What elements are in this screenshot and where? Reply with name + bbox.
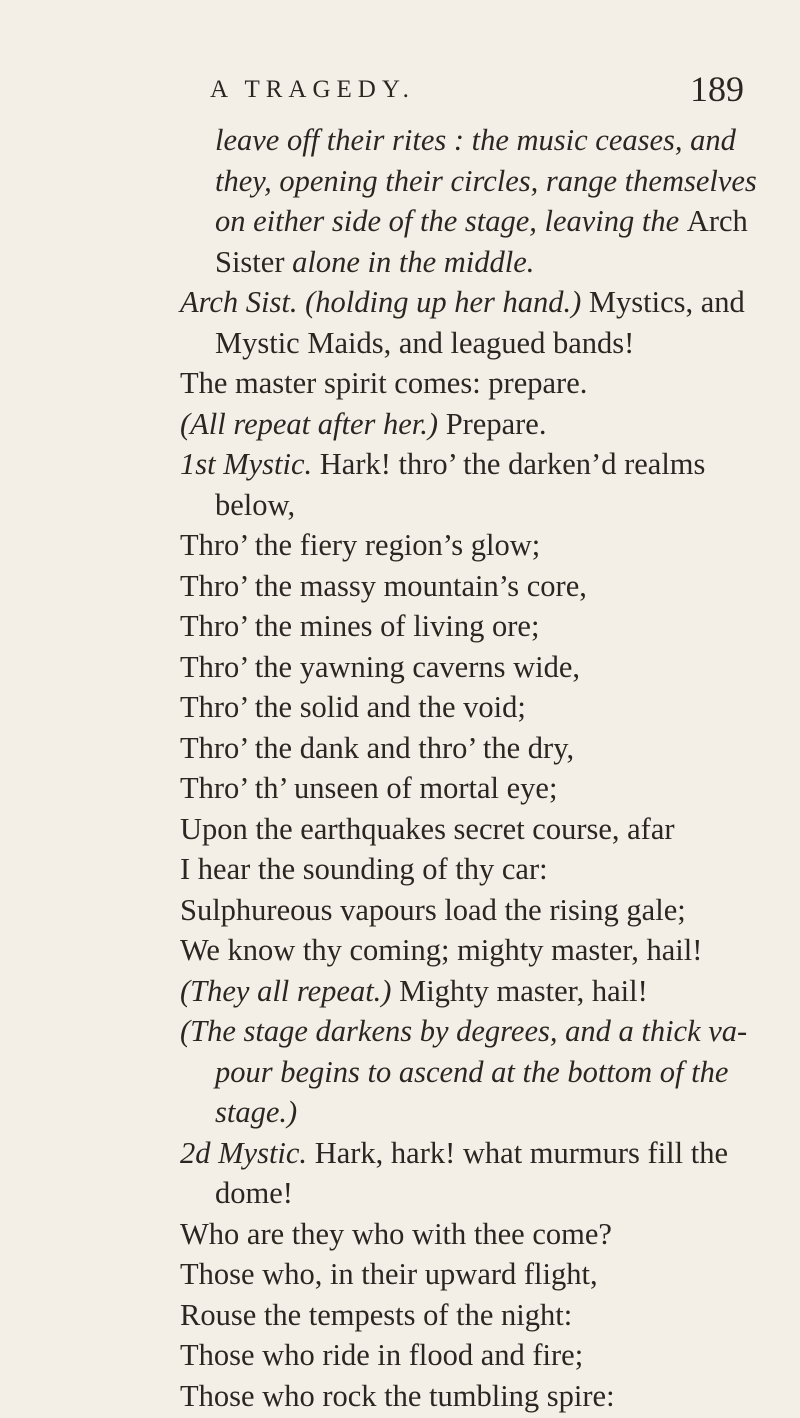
text-line — [215, 485, 295, 525]
roman-text: Mystics, and — [588, 285, 745, 319]
page-header — [0, 68, 800, 118]
text-line — [215, 1092, 297, 1132]
text-line — [215, 242, 534, 282]
roman-text: Prepare. — [445, 406, 547, 441]
roman-text: Thro’ the yawning caverns wide, — [180, 649, 581, 684]
text-line — [180, 849, 548, 889]
italic-text: 1st Mystic. — [180, 447, 320, 481]
text-line — [180, 1335, 583, 1375]
italic-text: (The stage darkens by degrees, and a thick va- — [180, 1014, 748, 1048]
text-line — [215, 120, 736, 160]
roman-text: Arch — [686, 204, 748, 238]
text-line — [180, 687, 526, 727]
text-line — [180, 282, 745, 322]
text-line — [180, 1376, 615, 1416]
roman-text: Rouse the tempests of the night: — [180, 1297, 573, 1332]
roman-text: Sister — [215, 244, 293, 279]
text-line — [215, 323, 634, 363]
text-line — [180, 647, 580, 687]
roman-text: below, — [215, 487, 296, 522]
italic-text: leave off their rites : the music ceases, and — [215, 123, 736, 157]
italic-text: alone in the middle. — [292, 244, 535, 279]
roman-text: The master spirit comes: prepare. — [180, 366, 588, 400]
roman-text: Those who, in their upward flight, — [180, 1257, 598, 1291]
roman-text: Who are they who with thee come? — [180, 1216, 612, 1251]
roman-text: Mighty master, hail! — [399, 973, 648, 1008]
italic-text: they, opening their circles, range themselves — [215, 163, 757, 198]
text-line — [215, 1052, 728, 1092]
roman-text: Those who rock the tumbling spire: — [180, 1378, 615, 1413]
text-line — [215, 161, 757, 201]
text-line — [180, 1133, 728, 1173]
roman-text: Sulphureous vapours load the rising gale; — [180, 892, 686, 927]
roman-text: Hark! thro’ the darken’d realms — [319, 447, 706, 481]
text-line — [180, 606, 539, 646]
text-line — [180, 1214, 612, 1254]
italic-text: Arch Sist. (holding up her hand.) — [180, 285, 589, 319]
running-head: A TRAGEDY. — [210, 76, 415, 103]
roman-text: Thro’ the mines of living ore; — [180, 609, 540, 643]
text-line — [180, 971, 648, 1011]
roman-text: Mystic Maids, and leagued bands! — [215, 325, 635, 360]
text-line — [215, 201, 748, 241]
text-line — [180, 1011, 747, 1051]
text-line — [180, 363, 587, 403]
italic-text: pour begins to ascend at the bottom of the — [215, 1054, 729, 1089]
text-line — [215, 1173, 293, 1213]
text-line — [180, 1295, 572, 1335]
italic-text: on either side of the stage, leaving the — [215, 204, 687, 238]
text-line — [180, 404, 546, 444]
text-line — [180, 525, 540, 565]
roman-text: Thro’ the massy mountain’s core, — [180, 568, 587, 603]
text-line — [180, 890, 686, 930]
text-line — [180, 768, 557, 808]
text-line — [180, 566, 587, 606]
text-line — [180, 930, 702, 970]
italic-text: (They all repeat.) — [180, 973, 400, 1008]
roman-text: dome! — [215, 1176, 293, 1210]
text-line — [180, 809, 675, 849]
roman-text: I hear the sounding of thy car: — [180, 852, 548, 886]
page-number: 189 — [690, 69, 744, 109]
roman-text: Hark, hark! what murmurs fill the — [314, 1135, 729, 1170]
roman-text: Thro’ th’ unseen of mortal eye; — [180, 771, 558, 805]
italic-text: 2d Mystic. — [180, 1135, 315, 1170]
roman-text: Thro’ the fiery region’s glow; — [180, 528, 541, 562]
italic-text: (All repeat after her.) — [180, 406, 446, 441]
roman-text: Thro’ the solid and the void; — [180, 690, 526, 724]
roman-text: We know thy coming; mighty master, hail! — [180, 933, 703, 967]
roman-text: Upon the earthquakes secret course, afar — [180, 811, 675, 846]
roman-text: Those who ride in flood and fire; — [180, 1338, 584, 1372]
text-line — [180, 1254, 598, 1294]
text-line — [180, 444, 705, 484]
italic-text: stage.) — [215, 1095, 298, 1129]
text-line — [180, 728, 574, 768]
roman-text: Thro’ the dank and thro’ the dry, — [180, 730, 575, 765]
